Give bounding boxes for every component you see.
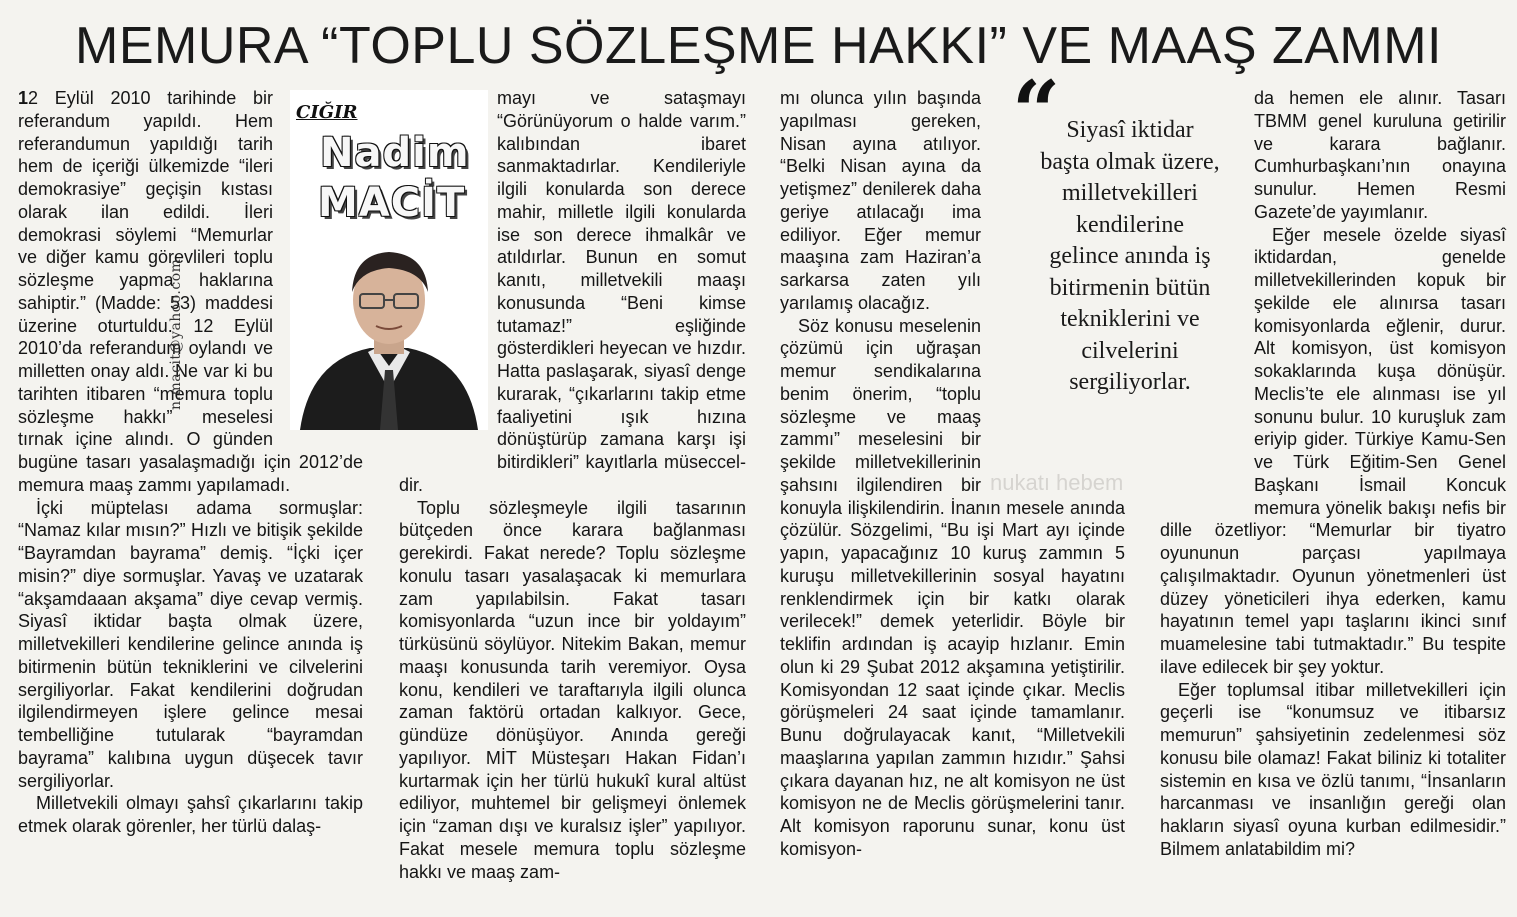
- author-email: n.macit@yahoo.com: [168, 258, 184, 410]
- paragraph: 12 Eylül 2010 tarihinde bir referandum yapıldı. Hem referandumun yapıldığı tarih hem de içeriği ülkemizde “ileri demokrasiye” geçişin kıstası olarak ilan edildi. İleri demokrasi söylemi “Memurlar ve diğer kamu görevlileri toplu sözleşme yapma haklarına sahiptir.” (Madde: 53) maddesi üzerine oturtuldu. 12 Eylül 2010’da referandum oylandı ve milletten onay aldı. Ne var ki bu tarihten itibaren “memura toplu sözleşme hakkı” meselesi tırnak içine alındı. O günden bugüne tasarı yasalaşmadığı için 2012’de memura maaş zammı yapılamadı.: [18, 88, 363, 495]
- pull-quote: Siyasî iktidar başta olmak üzere, milletvekilleri kendilerine gelince anında iş bitirmenin bütün tekniklerini ve cilvelerini sergiliyorlar.: [1040, 117, 1220, 395]
- paragraph: Toplu sözleşmeyle ilgili tasarının bütçeden önce karara bağlanması gerekirdi. Fakat nerede? Toplu sözleşme konulu tasarı yasalaşacak ki memurlara zam yapılabilsin. Fakat tasarı komisyonlarda “uzun ince bir yoldayım” türküsünü söylüyor. Nitekim Bakan, memur maaşı konusunda tarih veremiyor. Oysa konu, kendileri ve taraftarıyla ilgili olunca zaman faktörü ortadan kalkıyor. Gece, gündüze dönüşüyor. Anında gereği yapılıyor. MİT Müsteşarı Hakan Fidan’ı kurtarmak için her türlü hukukî kural altüst ediliyor, muhtemel bir gelişmeyi önlemek için “zaman dışı ve kuralsız işler” yapılıyor. Fakat mesele memura toplu sözleşme hakkı ve maaş zam-: [399, 497, 746, 882]
- paragraph: Milletvekili olmayı şahsî çıkarlarını takip etmek olarak görenler, her türlü dalaş-: [18, 793, 363, 836]
- paragraph: Eğer toplumsal itibar milletvekilleri için geçerli ise “konumsuz ve itibarsız memurun” şahsiyetinin zedelenmesi söz konusu bile olamaz! Fakat biliniz ki totaliter sistemin en kısa ve özlü tanımı, “İnsanların harcanması ve insanlığın gereği olan hakların siyasî oyuna kurban edilmesidir.” Bilmem anlatabildim mi?: [1160, 679, 1506, 859]
- quote-mark-icon: “: [1012, 62, 1061, 161]
- paragraph: mı olunca yılın başında yapılması gereken, Nisan ayına atılıyor. “Belki Nisan ayına da yetişmez” denilerek daha geriye atılacağı ima ediliyor. Eğer memur maaşına zam Haziran’a sarkarsa zaten yılı yarılamış olacağız.: [780, 88, 981, 313]
- bleed-through-text: nukatı hebem: [990, 470, 1124, 495]
- paragraph: da hemen ele alınır. Tasarı TBMM genel kuruluna getirilir ve karara bağlanır. Cumhurbaşkanı’nın onayına sunulur. Hemen Resmi Gazete’de yayımlanır.: [1254, 88, 1506, 222]
- author-first-name: Nadim: [320, 130, 470, 176]
- paragraph: İçki müptelası adama sormuşlar: “Namaz kılar mısın?” Hızlı ve bitişik şekilde “Bayramdan bayrama” demiş. “İçki içer misin?” diye sormuşlar. Yavaş ve uzatarak “akşamdaaan akşama” diye cevap vermiş. Siyasî iktidar başta olmak üzere, milletvekilleri kendilerine gelince anında iş bitirmenin bütün tekniklerini ve cilvelerini sergiliyorlar. Fakat kendilerini doğrudan ilgilendirmeyen işlere gelince mesai tembelliğine tutularak “bayramdan bayrama” kalıbına uygun düşecek tavır sergiliyorlar.: [18, 497, 363, 791]
- headline: MEMURA “TOPLU SÖZLEŞME HAKKI” VE MAAŞ ZAMMI: [75, 17, 1442, 75]
- author-box: [290, 90, 488, 430]
- paragraph: Söz konusu meselenin çözümü için uğraşan memur sendikalarına benim önerim, “toplu sözleşme ve maaş zammı” meselesini bir şekilde milletvekillerinin şahsını ilgilendiren bir konuyla ilişkilendirin. İnanın mesele anında çözülür. Sözgelimi, “Bu işi Mart ayı içinde yapın, yapacağınız 10 kuruş zammın 5 kuruşu milletvekillerinin sosyal hayatını renklendirmek için bir katkı olarak verilecek!” demek yeterlidir. Böyle bir teklifin ardından iş acayip hızlanır. Emin olun ki 29 Şubat 2012 akşamına yetiştirilir. Komisyondan 12 saat içinde çıkar. Meclis görüşmeleri 24 saat içinde tamamlanır. Bunu doğrulayacak kanıt, “Milletvekili maaşlarına yapılan zammın hızıdır.” Şahsi çıkara dayanan hız, ne alt komisyon ne üst komisyon ne de Meclis görüşmelerini tanır. Alt komisyon raporunu sunar, konu üst komisyon-: [780, 315, 1125, 859]
- paragraph: Eğer mesele özelde siyasî iktidardan, genelde milletvekillerinden kopuk bir şekilde ele alınırsa tasarı komisyonlarda eğlenir, durur. Alt komisyon, üst komisyon sokaklarında kuşa dönüşür. Meclis’te ele alınması ise yıl sonunu bulur. 10 kuruşluk zam eriyip gider. Türkiye Kamu-Sen ve Türk Eğitim-Sen Genel Başkanı İsmail Koncuk memura yönelik bakışı nefis bir dille özetliyor: “Memurlar bir tiyatro oyununun parçası yapılmaya çalışılmaktadır. Oyunun yönetmenleri üst düzey yöneticileri ihya ederken, kamu hayatının temel yapı taşlarını ikinci sınıf muamelesine tabi tutmaktadır.” Bu tespite ilave edilecek bir şey yoktur.: [1160, 224, 1506, 677]
- author-last-name: MACİT: [318, 180, 466, 226]
- author-portrait: [290, 240, 488, 430]
- paragraph: mayı ve sataşmayı “Görünüyorum o halde varım.” kalıbından ibaret sanmaktadırlar. Kendileriyle ilgili konularda son derece mahir, milletle ilgili konularda ise son derece ihmalkâr ve atıldırlar. Bunun en somut kanıtı, milletvekili maaşı konusunda “Beni kimse tutamaz!” eşliğinde gösterdikleri heyecan ve hızdır. Hatta paslaşarak, siyasî denge kurarak, “çıkarlarını takip etme faaliyetini ışık hızına dönüştürüp zamana karşı işi bitirdikleri” kayıtlarla müsecceldir.: [399, 88, 746, 495]
- section-label: CIĞIR: [296, 102, 358, 123]
